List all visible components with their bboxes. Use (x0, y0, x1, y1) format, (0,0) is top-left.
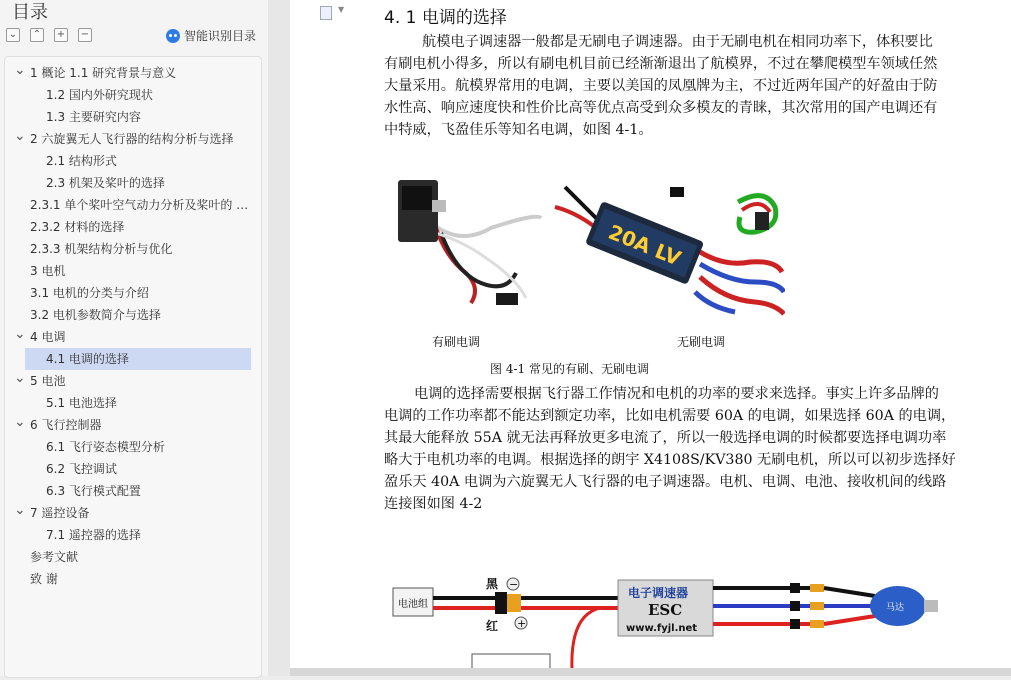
toc-item-label: 1.3 主要研究内容 (46, 110, 141, 124)
horizontal-scrollbar[interactable] (290, 668, 1011, 676)
chevron-down-icon[interactable]: ⌄ (14, 62, 26, 78)
document-icon[interactable] (320, 6, 332, 20)
toc-item-label: 1 概论 1.1 研究背景与意义 (30, 66, 177, 80)
toc-item-label: 5 电池 (30, 374, 66, 388)
text-line: 有刷电机小得多，所以有刷电机目前已经渐渐退出了航模界，不过在攀爬模型车领域任然 (384, 56, 938, 72)
figure-caption: 图 4-1 常见的有刷、无刷电调 (490, 362, 649, 376)
toc-item-label: 2.3.2 材料的选择 (30, 220, 125, 234)
toc-item-label: 4.1 电调的选择 (46, 352, 129, 366)
chevron-down-icon[interactable]: ⌄ (14, 326, 26, 342)
toc-list (0, 62, 260, 590)
toc-toolbar (6, 28, 92, 44)
toc-item[interactable] (0, 106, 260, 128)
text-line: 中特威，飞盈佳乐等知名电调，如图 4-1。 (384, 122, 653, 138)
toc-item-label: 6.3 飞行模式配置 (46, 484, 141, 498)
toc-item-label: 2.3.3 机架结构分析与优化 (30, 242, 173, 256)
red-wire-label: 红 (486, 619, 499, 633)
toc-item[interactable] (0, 260, 260, 282)
toc-item-label: 3.2 电机参数简介与选择 (30, 308, 161, 322)
caret-down-icon[interactable]: ▼ (338, 5, 345, 14)
wiring-diagram (390, 570, 990, 676)
toc-item[interactable] (0, 172, 260, 194)
expand-all-icon[interactable]: ⌄ (6, 28, 20, 42)
toc-item[interactable] (0, 436, 260, 458)
motor-label: 马达 (886, 603, 905, 613)
brushed-esc-image (396, 178, 551, 318)
chevron-down-icon[interactable]: ⌄ (14, 502, 26, 518)
toc-item-label: 7.1 遥控器的选择 (46, 528, 141, 542)
panel-splitter[interactable] (268, 0, 290, 676)
toc-item-label: 3 电机 (30, 264, 66, 278)
text-line: 略大于电机功率的电调。根据选择的朗宇 X4108S/KV380 无刷电机，所以可以初步选择好 (384, 452, 956, 468)
toc-item[interactable] (0, 392, 260, 414)
chevron-down-icon[interactable]: ⌄ (14, 128, 26, 144)
toc-item[interactable] (0, 568, 260, 590)
esc-label: ESC (648, 601, 683, 619)
text-line: 其最大能释放 55A 就无法再释放更多电流了，所以一般选择电调的时候都要选择电调功率 (384, 430, 947, 446)
toc-item[interactable] (25, 348, 251, 370)
toc-item-label: 2 六旋翼无人飞行器的结构分析与选择 (30, 132, 234, 146)
toc-item-label: 致 谢 (30, 572, 58, 586)
battery-label: 电池组 (398, 599, 428, 610)
chevron-down-icon[interactable]: ⌄ (14, 370, 26, 386)
toc-item[interactable] (0, 238, 260, 260)
toc-item[interactable] (0, 128, 260, 150)
toc-item[interactable] (0, 150, 260, 172)
toc-item-label: 2.1 结构形式 (46, 154, 117, 168)
toc-item-label: 2.3.1 单个桨叶空气动力分析及桨叶的 … (30, 198, 249, 212)
toc-item[interactable] (0, 216, 260, 238)
text-line: 盈乐天 40A 电调为六旋翼无人飞行器的电子调速器。电机、电调、电池、接收机间的线路 (384, 474, 947, 490)
toc-item[interactable] (0, 370, 260, 392)
text-line: 水性高、响应速度快和性价比高等优点高受到众多模友的青睐，其次常用的国产电调还有 (384, 100, 938, 116)
text-line: 航模电子调速器一般都是无刷电子调速器。由于无刷电机在相同功率下，体积要比 (422, 34, 933, 50)
toc-item[interactable] (0, 414, 260, 436)
toc-item-label: 参考文献 (30, 550, 79, 564)
toc-item[interactable] (0, 458, 260, 480)
toc-item[interactable] (0, 480, 260, 502)
text-line: 电调的选择需要根据飞行器工作情况和电机的功率的要求来选择。事实上许多品牌的 (414, 386, 939, 402)
plus-sign: + (517, 617, 527, 630)
figure-label-brushless: 无刷电调 (677, 335, 726, 349)
toc-item-label: 1.2 国内外研究现状 (46, 88, 153, 102)
esc-title: 电子调速器 (628, 586, 689, 600)
paragraph-1 (384, 31, 1010, 141)
figure-label-brushed: 有刷电调 (432, 335, 481, 349)
brushless-esc-image (550, 182, 785, 318)
toc-item-label: 6 飞行控制器 (30, 418, 102, 432)
toc-panel (0, 0, 268, 676)
toc-item-label: 3.1 电机的分类与介绍 (30, 286, 149, 300)
paragraph-2 (384, 383, 1010, 515)
text-line: 大量采用。航模界常用的电调，主要以美国的凤凰牌为主，不过近两年国产的好盈由于防 (384, 78, 938, 94)
text-line: 电调的工作功率都不能达到额定功率，比如电机需要 60A 的电调，如果选择 60A 的电调， (384, 408, 956, 424)
esc-model-label: 20A LV (605, 219, 685, 271)
toc-item[interactable] (0, 282, 260, 304)
minus-sign: − (509, 578, 519, 591)
toc-item[interactable] (0, 304, 260, 326)
toc-item-label: 6.1 飞行姿态模型分析 (46, 440, 165, 454)
toc-item[interactable] (0, 194, 260, 216)
toc-item[interactable] (0, 524, 260, 546)
add-heading-icon[interactable]: + (54, 28, 68, 42)
smart-toc-button[interactable] (166, 27, 256, 44)
toc-item[interactable] (0, 502, 260, 524)
chevron-down-icon[interactable]: ⌄ (14, 414, 26, 430)
smart-toc-label: 智能识别目录 (183, 29, 256, 43)
toc-title: 目录 (12, 2, 48, 23)
black-wire-label: 黑 (486, 577, 499, 591)
toc-item-label: 6.2 飞控调试 (46, 462, 117, 476)
section-heading: 4. 1 电调的选择 (384, 8, 507, 28)
toc-item-label: 2.3 机架及桨叶的选择 (46, 176, 165, 190)
robot-icon (166, 29, 180, 43)
remove-heading-icon[interactable]: − (78, 28, 92, 42)
toc-item-label: 7 遥控设备 (30, 506, 90, 520)
toc-item[interactable] (0, 546, 260, 568)
text-line: 连接图如图 4-2 (384, 496, 483, 512)
toc-item-label: 5.1 电池选择 (46, 396, 117, 410)
toc-item[interactable] (0, 326, 260, 348)
toc-item[interactable] (0, 84, 260, 106)
esc-url: www.fyjl.net (626, 623, 698, 634)
toc-item-label: 4 电调 (30, 330, 66, 344)
collapse-all-icon[interactable]: ⌃ (30, 28, 44, 42)
document-page (290, 0, 1011, 676)
toc-item[interactable] (0, 62, 260, 84)
